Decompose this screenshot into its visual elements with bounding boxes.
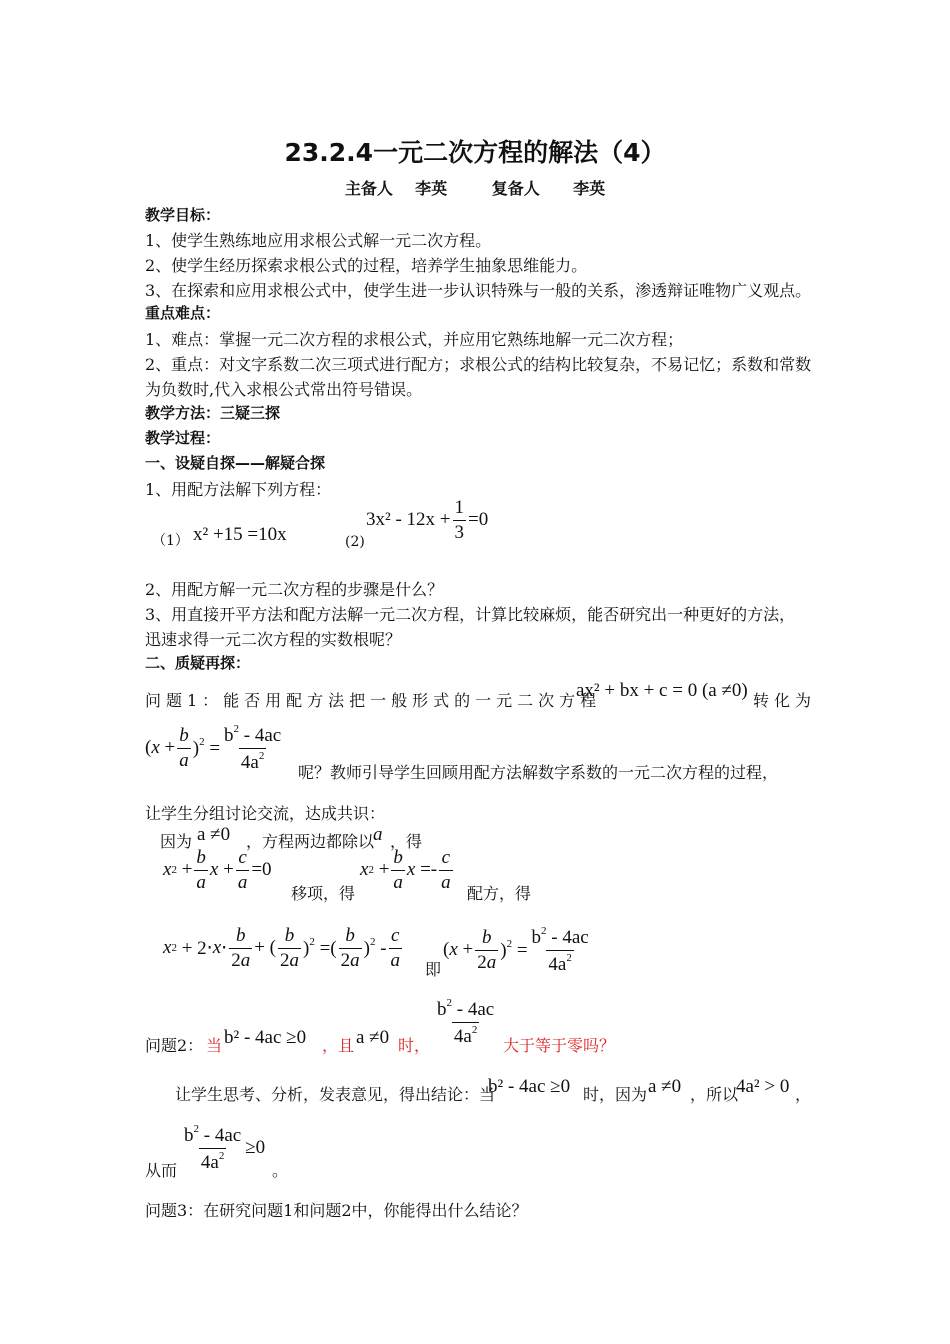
problem-2-label: 问题2： <box>145 1036 204 1055</box>
think-text: 让学生思考、分析，发表意见，得出结论：当 <box>175 1085 496 1104</box>
discriminant-fraction: $\frac{b^2 - 4ac}{4a^2}$ <box>437 997 495 1047</box>
equation-2-right: =0 <box>468 509 489 531</box>
goal-item: 2、使学生经历探索求根公式的过程，培养学生抽象思维能力。 <box>145 256 588 275</box>
part2-heading: 二、质疑再探： <box>145 654 251 672</box>
question-nonnegative: 大于等于零吗？ <box>503 1036 616 1055</box>
main-preparer-name: 李英 <box>415 179 448 198</box>
namely-equation: ( x + $\frac{b}{2a}$ )$^2$ = $\frac{b^2 - 4ac}{4a^2}$ <box>443 925 589 975</box>
think-condition: b² - 4ac ≥0 <box>488 1076 571 1097</box>
process-heading: 教学过程： <box>145 429 221 447</box>
question-3-line2: 迅速求得一元二次方程的实数根呢？ <box>145 630 402 649</box>
keypoint-item: 2、重点：对文字系数二次三项式进行配方；求根公式的结构比较复杂，不易记忆；系数和常数 <box>145 355 812 374</box>
problem-3: 问题3：在研究问题1和问题2中，你能得出什么结论？ <box>145 1201 528 1220</box>
divide-text: ，方程两边都除以 <box>246 832 375 851</box>
method-heading: 教学方法：三疑三探 <box>145 404 281 422</box>
complete-square-text: 配方，得 <box>467 884 532 903</box>
fraction-one-third <box>453 498 467 543</box>
goal-item: 1、使学生熟练地应用求根公式解一元二次方程。 <box>145 231 492 250</box>
question-1: 1、用配方法解下列方程： <box>145 480 332 499</box>
equation-label-2: (2) <box>345 534 365 550</box>
page-title: 23.2.4一元二次方程的解法（4） <box>284 138 666 167</box>
a-not-zero: a ≠0 <box>197 824 231 845</box>
keypoint-item: 为负数时,代入求根公式常出符号错误。 <box>145 380 423 399</box>
period: 。 <box>272 1161 289 1180</box>
think-a-nonzero: a ≠0 <box>648 1076 682 1097</box>
get-text: ，得 <box>390 832 423 851</box>
namely-text: 即 <box>425 960 442 979</box>
sub-preparer-name: 李英 <box>573 179 606 198</box>
fraction-denominator: 3 <box>454 521 464 543</box>
equation-2-left: 3x² - 12x + <box>366 509 451 531</box>
goal-item: 3、在探索和应用求根公式中，使学生进一步认识特殊与一般的关系，渗透辩证唯物广义观点。 <box>145 281 812 300</box>
target-form-equation: ( x + $\frac{b}{a}$ )$^2$ = $\frac{b^2 - 4ac}{4a^2}$ <box>145 723 282 773</box>
think-so: ，所以 <box>690 1085 739 1104</box>
general-equation: ax² + bx + c = 0 (a ≠0) <box>576 680 748 701</box>
problem-1-text: 问题1：能否用配方法把一般形式的一元二次方程 <box>145 691 602 710</box>
think-because: 时，因为 <box>583 1085 648 1104</box>
fraction-numerator: 1 <box>454 497 464 518</box>
problem-1-tail: 转化为 <box>753 691 817 710</box>
question-3-line1: 3、用直接开平方法和配方法解一元二次方程，计算比较麻烦，能否研究出一种更好的方法， <box>145 605 796 624</box>
equation-2 <box>366 498 488 543</box>
preparers-line <box>0 176 950 199</box>
move-term-text: 移项，得 <box>291 884 356 903</box>
completed-square-equation: x 2 + 2⋅ x ⋅ $\frac{b}{2a}$ + ( $\frac{b}{2a}$ )$^2$ =( $\frac{b}{2a}$ )$^2$ - $\frac{c}{a}$ <box>163 925 401 971</box>
when-text: 当 <box>206 1036 223 1055</box>
divisor-a: a <box>373 824 383 845</box>
equation-1: x² +15 =10x <box>193 524 287 545</box>
ge-zero: ≥0 <box>245 1137 266 1159</box>
positive-denominator: 4a² > 0 <box>736 1076 790 1097</box>
main-preparer-label: 主备人 <box>344 179 393 198</box>
a-nonzero-condition: a ≠0 <box>356 1027 390 1048</box>
part1-heading: 一、设疑自探——解疑合探 <box>145 454 326 472</box>
equation-label-1: （1） <box>152 533 189 549</box>
keypoint-item: 1、难点：掌握一元二次方程的求根公式，并应用它熟练地解一元二次方程； <box>145 330 684 349</box>
because-text: 因为 <box>160 832 193 851</box>
and-text: ，且 <box>322 1036 355 1055</box>
divided-equation: x 2 + $\frac{b}{a}$ x + $\frac{c}{a}$ =0 <box>163 847 272 893</box>
conclusion-inequality: $\frac{b^2 - 4ac}{4a^2}$ ≥0 <box>184 1123 266 1173</box>
sub-preparer-label: 复备人 <box>491 179 540 198</box>
question-2: 2、用配方解一元二次方程的步骤是什么？ <box>145 580 444 599</box>
shi-text: 时， <box>398 1036 431 1055</box>
goals-heading: 教学目标： <box>145 206 221 224</box>
think-comma: ， <box>795 1085 812 1104</box>
problem-1-continued: 呢？教师引导学生回顾用配方法解数字系数的一元二次方程的过程， <box>298 763 779 782</box>
discriminant-condition: b² - 4ac ≥0 <box>224 1027 307 1048</box>
keypoints-heading: 重点难点： <box>145 304 221 322</box>
moved-equation: x 2 + $\frac{b}{a}$ x =- $\frac{c}{a}$ <box>360 847 451 893</box>
therefore-text: 从而 <box>145 1161 178 1180</box>
discussion-text: 让学生分组讨论交流，达成共识： <box>145 804 386 823</box>
